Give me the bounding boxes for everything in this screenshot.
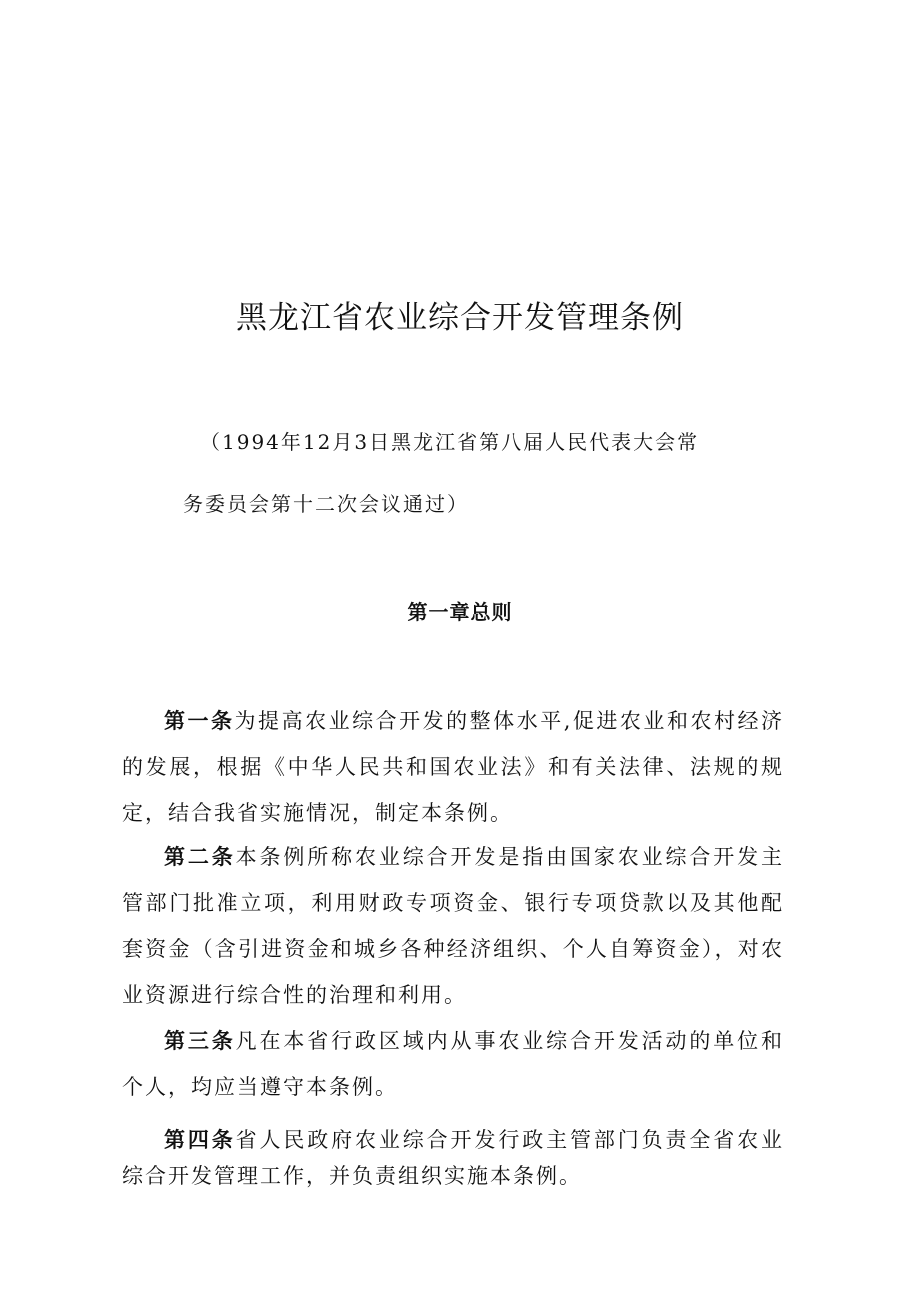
article-3: [122, 1018, 784, 1110]
article-2: [122, 834, 784, 1018]
article-4-number: 第四条: [164, 1127, 236, 1152]
article-3-text: 凡在本省行政区域内从事农业综合开发活动的单位和个人，均应当遵守本条例。: [122, 1029, 784, 1099]
article-2-text: 本条例所称农业综合开发是指由国家农业综合开发主管部门批准立项，利用财政专项资金、银行专项贷款以及其他配套资金（含引进资金和城乡各种经济组织、个人自筹资金），对农业资源进行综合性的治理和利用。: [122, 845, 784, 1007]
article-1: [122, 698, 784, 836]
article-3-number: 第三条: [164, 1028, 236, 1053]
chapter-heading: 第一章总则: [407, 600, 513, 624]
adoption-note-line-2: 务委员会第十二次会议通过）: [183, 492, 469, 516]
article-1-text: 为提高农业综合开发的整体水平,促进农业和农村经济的发展，根据《中华人民共和国农业法》和有关法律、法规的规定，结合我省实施情况，制定本条例。: [122, 709, 784, 825]
article-2-number: 第二条: [164, 844, 236, 869]
article-1-number: 第一条: [164, 708, 235, 733]
article-4: [122, 1122, 784, 1194]
adoption-note-line-1: （1994年12月3日黑龙江省第八届人民代表大会常: [200, 430, 700, 454]
article-4-text: 省人民政府农业综合开发行政主管部门负责全省农业综合开发管理工作，并负责组织实施本条例。: [122, 1128, 784, 1188]
document-title: 黑龙江省农业综合开发管理条例: [236, 300, 684, 336]
